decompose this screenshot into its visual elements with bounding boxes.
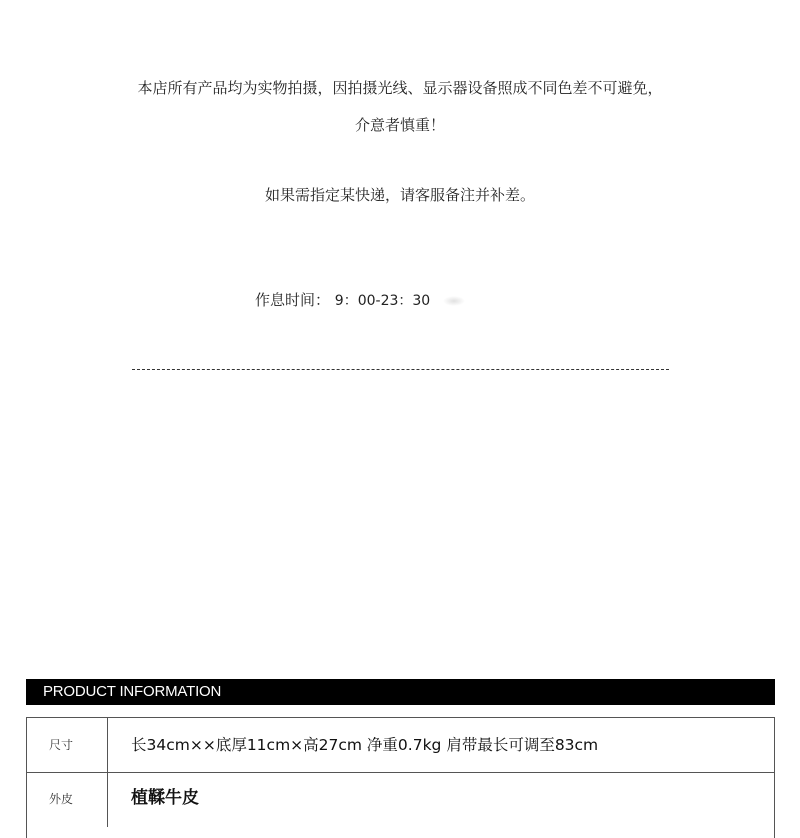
business-hours: [255, 290, 465, 311]
hours-value: 9：00-23：30: [334, 293, 431, 309]
row-label: 尺寸: [49, 738, 74, 752]
row-label-cell: [27, 773, 108, 827]
row-label-cell: [27, 718, 108, 772]
notice-courier: 如果需指定某快递，请客服备注并补差。: [264, 186, 535, 204]
row-label: 外皮: [49, 792, 74, 806]
product-info-header: [26, 679, 775, 705]
notice-caution: 介意者慎重！: [354, 116, 445, 134]
smudge-decoration: [443, 296, 465, 306]
hours-label: 作息时间：: [255, 291, 331, 309]
row-value: 长34cm××底厚11cm×高27cm 净重0.7kg 肩带最长可调至83cm: [131, 736, 599, 754]
row-value: 植鞣牛皮: [131, 788, 199, 808]
table-row: [27, 773, 774, 827]
table-row: [27, 718, 774, 773]
notice-color-disclaimer: 本店所有产品均为实物拍摄，因拍摄光线、显示器设备照成不同色差不可避免，: [137, 79, 663, 97]
product-info-title: PRODUCT INFORMATION: [43, 683, 222, 700]
product-info-table: [26, 717, 775, 838]
dashed-divider: [132, 369, 669, 370]
